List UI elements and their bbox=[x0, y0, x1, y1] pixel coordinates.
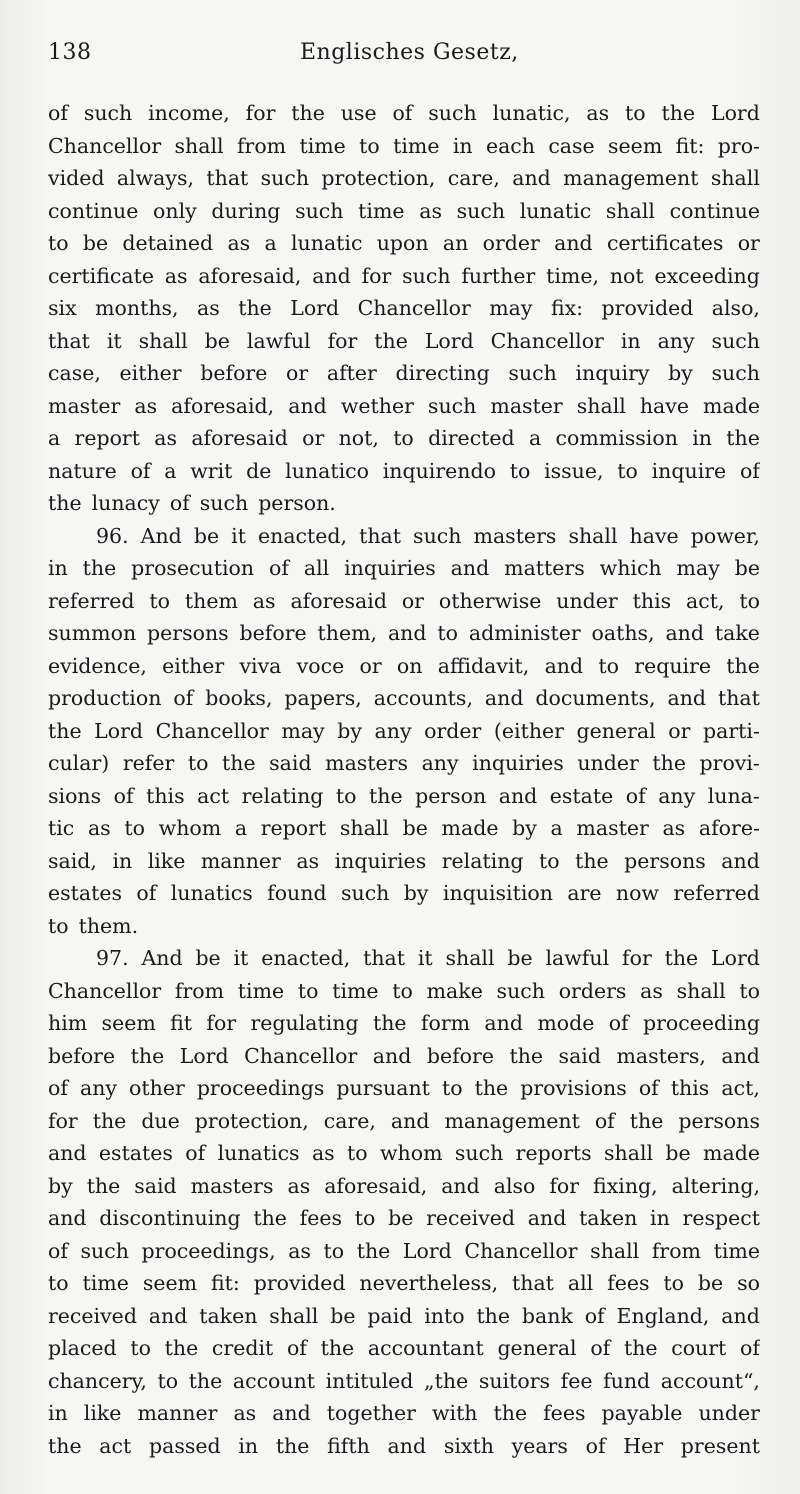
text-line: to be detained as a lunatic upon an order and certificates or bbox=[48, 231, 760, 255]
text-line: 97. And be it enacted, that it shall be lawful for the Lord bbox=[96, 946, 760, 970]
text-line: tic as to whom a report shall be made by a master as afore- bbox=[48, 816, 760, 840]
text-line: Chancellor from time to time to make such orders as shall to bbox=[48, 978, 760, 1003]
text-line: before the Lord Chancellor and before the said masters, and bbox=[48, 1043, 760, 1068]
text-line: cular) refer to the said masters any inquiries under the provi- bbox=[48, 751, 760, 775]
text-line: to time seem fit: provided nevertheless, that all fees to be so bbox=[48, 1271, 760, 1295]
text-line: said, in like manner as inquiries relating to the persons and bbox=[48, 848, 760, 873]
text-line: him seem fit for regulating the form and mode of proceeding bbox=[48, 1011, 760, 1035]
text-line: referred to them as aforesaid or otherwise under this act, to bbox=[48, 588, 760, 613]
text-line: of such income, for the use of such lunatic, as to the Lord bbox=[48, 101, 760, 125]
text-line: and discontinuing the fees to be received and taken in respect bbox=[48, 1206, 760, 1230]
text-line: placed to the credit of the accountant general of the court of bbox=[48, 1336, 760, 1360]
text-line: of any other proceedings pursuant to the provisions of this act, bbox=[48, 1076, 760, 1100]
body-text bbox=[48, 97, 760, 1462]
text-line: the lunacy of such person. bbox=[48, 491, 336, 515]
text-line: of such proceedings, as to the Lord Chancellor shall from time bbox=[48, 1238, 760, 1263]
page-header bbox=[48, 40, 760, 76]
running-title: Englisches Gesetz, bbox=[300, 40, 519, 65]
text-line: evidence, either viva voce or on affidavit, and to require the bbox=[48, 653, 760, 678]
text-line: the act passed in the fifth and sixth years of Her present bbox=[48, 1433, 760, 1458]
text-line: production of books, papers, accounts, and documents, and that bbox=[48, 686, 760, 710]
text-line: six months, as the Lord Chancellor may fix: provided also, bbox=[48, 296, 760, 320]
text-line: for the due protection, care, and management of the persons bbox=[48, 1108, 760, 1133]
text-line: case, either before or after directing such inquiry by such bbox=[48, 361, 760, 385]
text-line: that it shall be lawful for the Lord Chancellor in any such bbox=[48, 328, 760, 353]
text-line: received and taken shall be paid into the bank of England, and bbox=[48, 1303, 760, 1328]
text-line: in like manner as and together with the fees payable under bbox=[48, 1401, 760, 1425]
text-line: chancery, to the account intituled „the suitors fee fund account“, bbox=[48, 1368, 760, 1393]
text-line: the Lord Chancellor may by any order (either general or parti- bbox=[48, 718, 760, 743]
text-line: to them. bbox=[48, 913, 139, 938]
text-line: by the said masters as aforesaid, and also for fixing, altering, bbox=[48, 1173, 760, 1198]
text-line: nature of a writ de lunatico inquirendo to issue, to inquire of bbox=[48, 458, 760, 483]
text-line: master as aforesaid, and wether such master shall have made bbox=[48, 393, 760, 418]
text-line: and estates of lunatics as to whom such reports shall be made bbox=[48, 1141, 760, 1165]
text-line: continue only during such time as such lunatic shall continue bbox=[48, 198, 760, 223]
page-number: 138 bbox=[48, 40, 92, 65]
text-line: vided always, that such protection, care, and management shall bbox=[48, 166, 760, 190]
text-line: a report as aforesaid or not, to directed a commission in the bbox=[48, 426, 760, 450]
text-line: Chancellor shall from time to time in each case seem fit: pro- bbox=[48, 133, 760, 158]
text-line: certificate as aforesaid, and for such further time, not exceeding bbox=[48, 263, 760, 288]
text-line: sions of this act relating to the person and estate of any luna- bbox=[48, 783, 760, 808]
text-line: summon persons before them, and to administer oaths, and take bbox=[48, 621, 760, 645]
text-line: estates of lunatics found such by inquisition are now referred bbox=[48, 881, 760, 905]
text-line: in the prosecution of all inquiries and matters which may be bbox=[48, 556, 760, 580]
text-line: 96. And be it enacted, that such masters shall have power, bbox=[96, 523, 760, 548]
